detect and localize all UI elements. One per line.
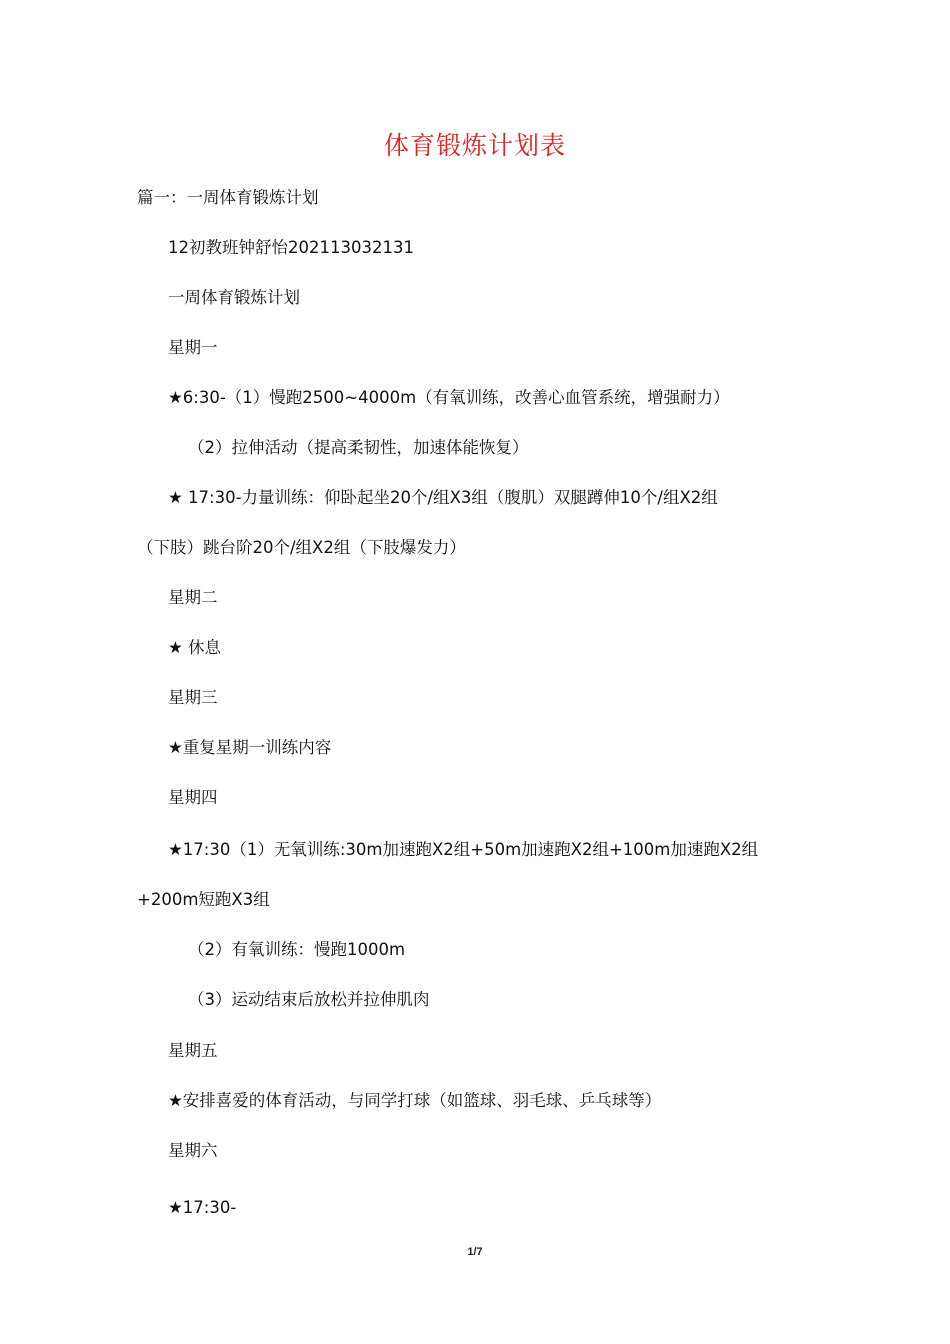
document-title: 体育锻炼计划表: [383, 131, 566, 160]
monday-item-3-cont: （下肢）跳台阶20个/组X2组（下肢爆发力）: [137, 538, 466, 557]
plan-heading: 一周体育锻炼计划: [168, 288, 300, 307]
thursday-item-1-cont: +200m短跑X3组: [137, 890, 270, 909]
page-number: 1/7: [467, 1246, 483, 1258]
tuesday-item: ★ 休息: [168, 638, 222, 657]
day-heading-wednesday: 星期三: [168, 688, 218, 707]
day-heading-saturday: 星期六: [168, 1141, 218, 1160]
day-heading-friday: 星期五: [168, 1041, 218, 1060]
monday-item-1: ★6:30-（1）慢跑2500~4000m（有氧训练，改善心血管系统，增强耐力）: [168, 388, 730, 407]
friday-item: ★安排喜爱的体育活动，与同学打球（如篮球、羽毛球、乒乓球等）: [168, 1091, 662, 1110]
thursday-item-2: （2）有氧训练：慢跑1000m: [188, 940, 406, 959]
day-heading-thursday: 星期四: [168, 788, 218, 807]
monday-item-3: ★ 17:30-力量训练：仰卧起坐20个/组X3组（腹肌）双腿蹲伸10个/组X2组: [168, 488, 718, 507]
wednesday-item: ★重复星期一训练内容: [168, 738, 332, 757]
monday-item-2: （2）拉伸活动（提高柔韧性，加速体能恢复）: [188, 438, 529, 457]
thursday-item-3: （3）运动结束后放松并拉伸肌肉: [188, 990, 430, 1009]
thursday-item-1: ★17:30（1）无氧训练:30m加速跑X2组+50m加速跑X2组+100m加速跑X2组: [168, 840, 759, 859]
day-heading-tuesday: 星期二: [168, 588, 218, 607]
saturday-item: ★17:30-: [168, 1198, 237, 1217]
section-heading: 篇一：一周体育锻炼计划: [137, 188, 319, 207]
author-line: 12初教班钟舒怡202113032131: [168, 238, 414, 257]
day-heading-monday: 星期一: [168, 338, 218, 357]
